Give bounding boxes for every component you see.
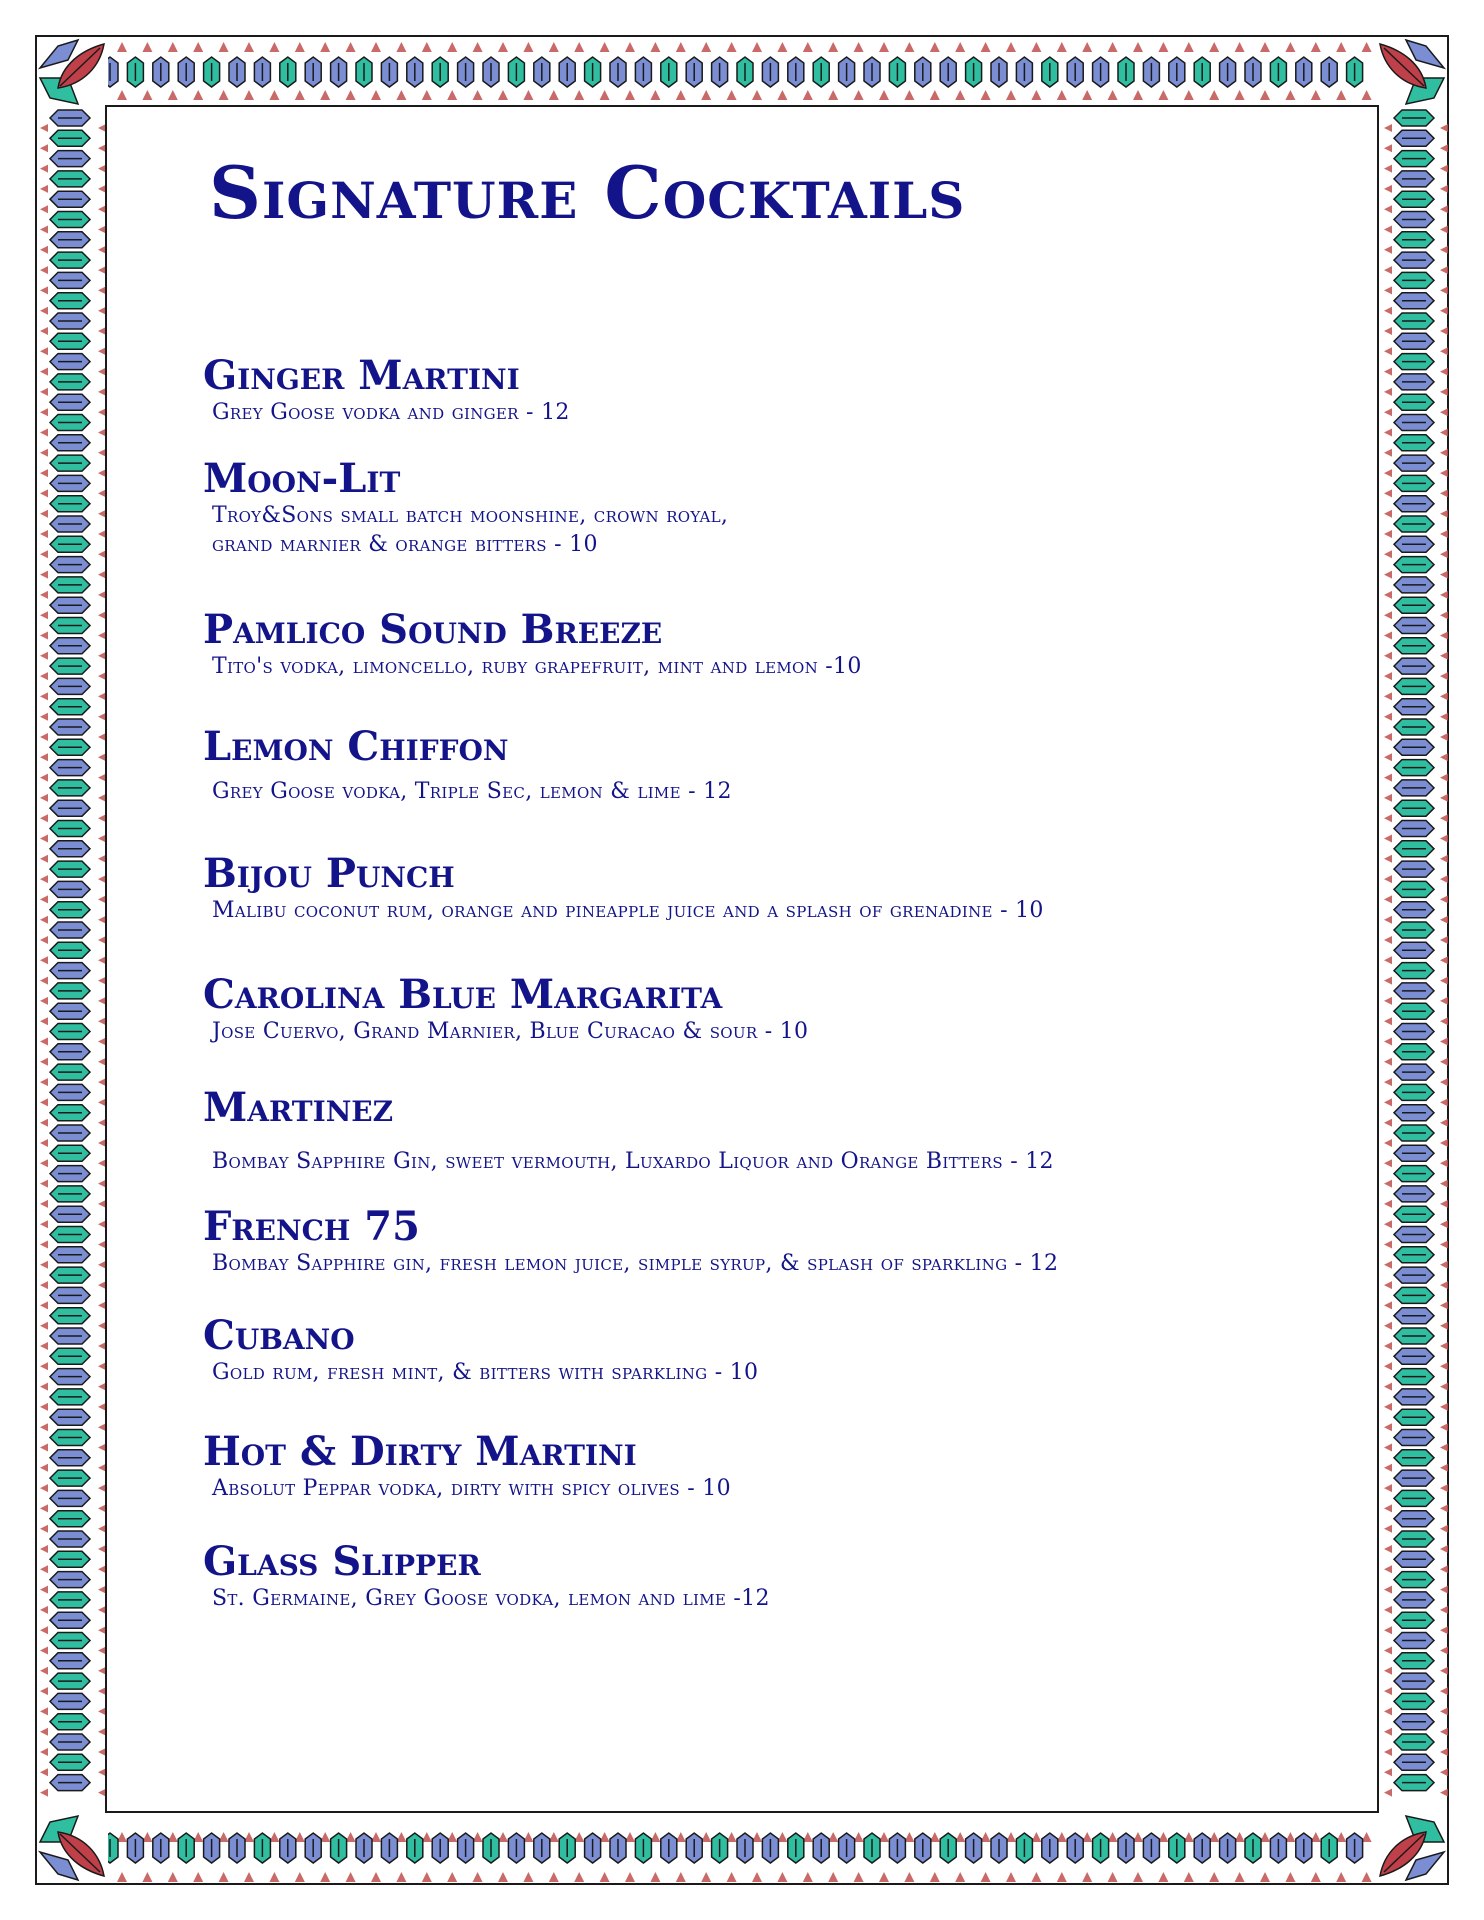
menu-item-pamlico-sound-breeze bbox=[203, 608, 1353, 681]
item-description: Troy&Sons small batch moonshine, crown royal, grand marnier & orange bitters - 10 bbox=[212, 503, 729, 557]
item-name: Cubano bbox=[203, 1312, 355, 1359]
menu-item-french-75 bbox=[203, 1205, 1353, 1278]
item-description: Tito's vodka, limoncello, ruby grapefruit, mint and lemon -10 bbox=[212, 654, 862, 679]
menu-item-ginger-martini bbox=[203, 354, 1353, 427]
item-description: Gold rum, fresh mint, & bitters with sparkling - 10 bbox=[212, 1360, 759, 1385]
item-name: Hot & Dirty Martini bbox=[203, 1428, 637, 1475]
menu-item-moon-lit bbox=[203, 457, 1353, 559]
menu-item-martinez bbox=[203, 1086, 1353, 1176]
item-name: Lemon Chiffon bbox=[203, 723, 509, 770]
menu-item-cubano bbox=[203, 1314, 1353, 1387]
item-name: Bijou Punch bbox=[203, 850, 455, 897]
page-title: Signature Cocktails bbox=[209, 150, 966, 235]
item-description: Malibu coconut rum, orange and pineapple juice and a splash of grenadine - 10 bbox=[212, 898, 1044, 923]
item-description: St. Germaine, Grey Goose vodka, lemon and lime -12 bbox=[212, 1586, 770, 1611]
menu-item-glass-slipper bbox=[203, 1540, 1353, 1613]
menu-item-bijou-punch bbox=[203, 852, 1353, 925]
item-description: Bombay Sapphire Gin, sweet vermouth, Luxardo Liquor and Orange Bitters - 12 bbox=[212, 1149, 1054, 1174]
item-description: Absolut Peppar vodka, dirty with spicy olives - 10 bbox=[212, 1476, 731, 1501]
item-name: French 75 bbox=[203, 1203, 420, 1250]
item-description: Bombay Sapphire gin, fresh lemon juice, simple syrup, & splash of sparkling - 12 bbox=[212, 1251, 1059, 1276]
item-name: Martinez bbox=[203, 1084, 394, 1131]
item-name: Glass Slipper bbox=[203, 1538, 481, 1585]
menu-item-hot-and-dirty-martini bbox=[203, 1430, 1353, 1503]
menu-item-carolina-blue-margarita bbox=[203, 973, 1353, 1046]
item-name: Pamlico Sound Breeze bbox=[203, 606, 663, 653]
item-description: Jose Cuervo, Grand Marnier, Blue Curacao & sour - 10 bbox=[212, 1019, 809, 1044]
item-name: Moon-Lit bbox=[203, 455, 401, 502]
item-name: Carolina Blue Margarita bbox=[203, 971, 723, 1018]
item-description: Grey Goose vodka and ginger - 12 bbox=[212, 400, 570, 425]
item-description: Grey Goose vodka, Triple Sec, lemon & lime - 12 bbox=[212, 779, 732, 804]
menu-item-lemon-chiffon bbox=[203, 725, 1353, 806]
item-name: Ginger Martini bbox=[203, 352, 520, 399]
